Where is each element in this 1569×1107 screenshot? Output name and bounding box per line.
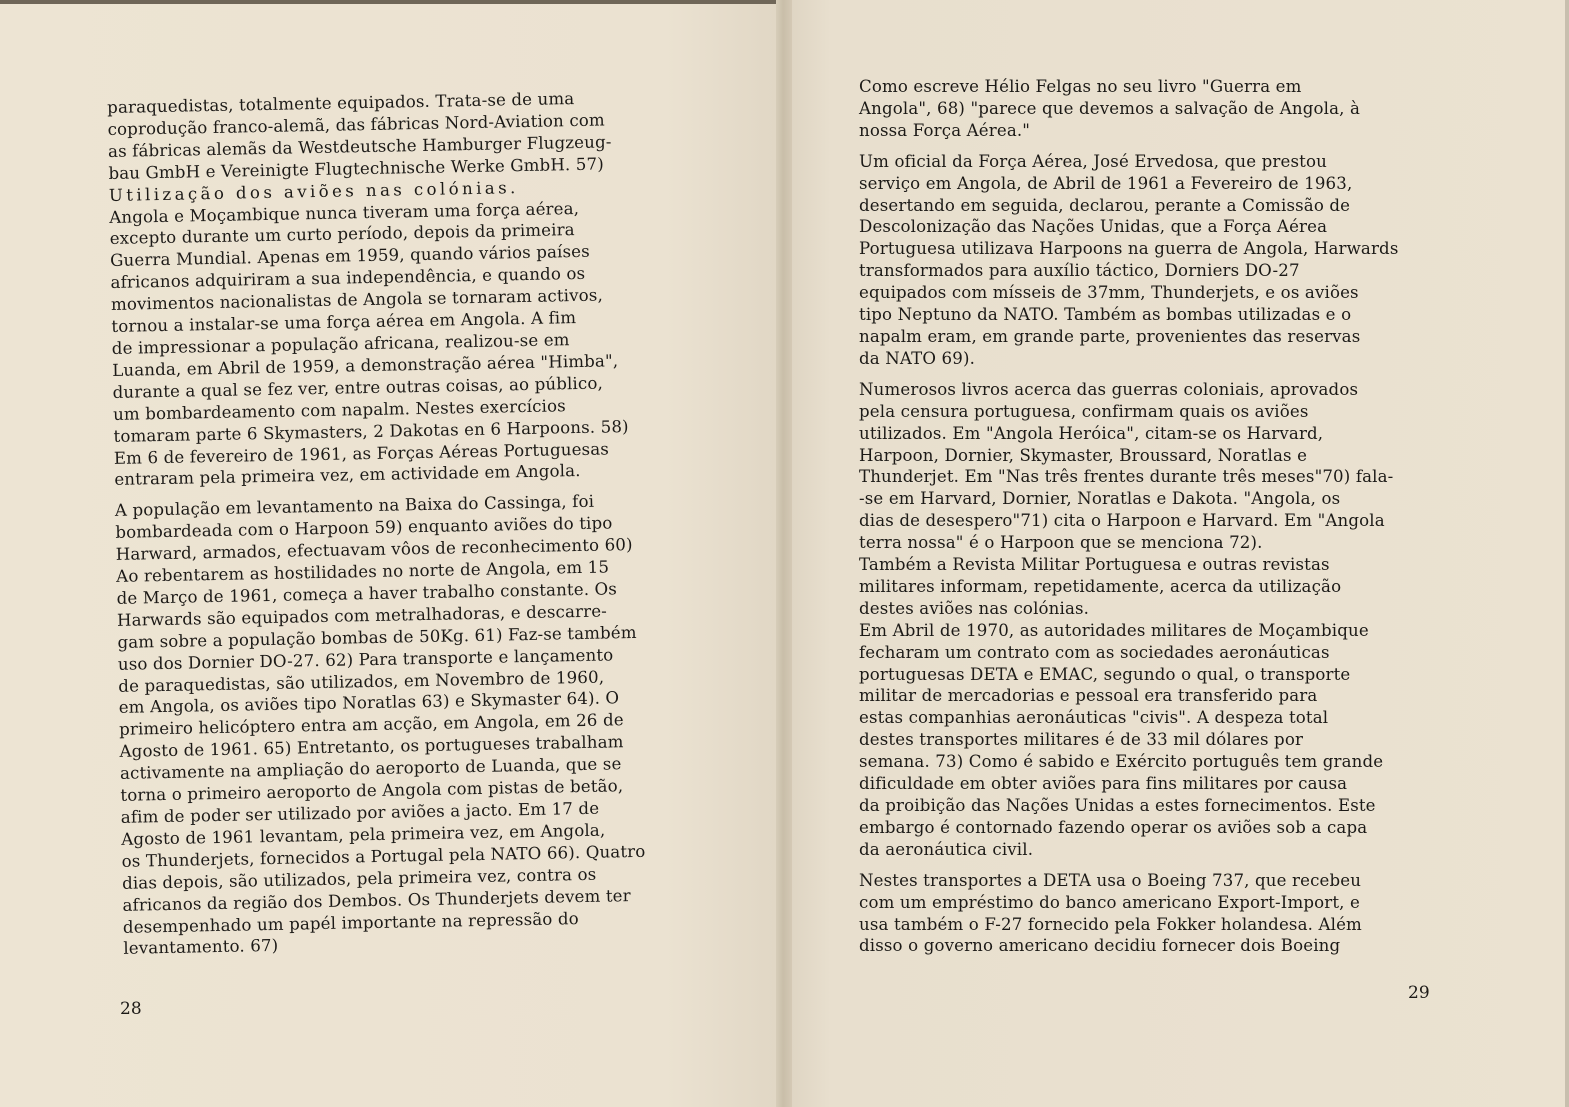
page-top-rule xyxy=(0,0,776,4)
text-line: dificuldade em obter aviões para fins militares por causa xyxy=(859,774,1348,794)
text-line: serviço em Angola, de Abril de 1961 a Fevereiro de 1963, xyxy=(859,173,1353,193)
text-line: Em 6 de fevereiro de 1961, as Forças Aéreas Portuguesas xyxy=(113,438,610,468)
text-line: activamente na ampliação do aeroporto de Luanda, que se xyxy=(119,754,622,784)
text-line: Harpoon, Dornier, Skymaster, Broussard, Noratlas e xyxy=(859,445,1308,465)
text-line: com um empréstimo do banco americano Export-Import, e xyxy=(859,892,1360,912)
text-line: as fábricas alemãs da Westdeutsche Hamburger Flugzeug- xyxy=(107,132,612,161)
text-line: dias depois, são utilizados, pela primeira vez, contra os xyxy=(121,864,597,893)
right-page xyxy=(784,0,1569,1107)
text-line: Angola e Moçambique nunca tiveram uma força aérea, xyxy=(109,198,580,227)
text-line: bombardeada com o Harpoon 59) enquanto aviões do tipo xyxy=(115,513,613,543)
text-line: Luanda, em Abril de 1959, a demonstração aérea "Himba", xyxy=(112,351,619,380)
text-line: torna o primeiro aeroporto de Angola com pistas de betão, xyxy=(120,776,624,805)
paragraph-gap xyxy=(859,142,1494,151)
text-line: Harwards são equipados com metralhadoras, e descarre- xyxy=(116,601,608,630)
text-line: Numerosos livros acerca das guerras coloniais, aprovados xyxy=(859,379,1359,399)
text-line: Como escreve Hélio Felgas no seu livro "Guerra em xyxy=(859,77,1302,96)
text-line: tornou a instalar-se uma força aérea em Angola. A fim xyxy=(111,308,577,337)
text-line: excepto durante um curto período, depois da primeira xyxy=(109,220,575,249)
text-line: Um oficial da Força Aérea, José Ervedosa, que prestou xyxy=(859,151,1327,171)
text-line: gam sobre a população bombas de 50Kg. 61) Faz-se também xyxy=(117,622,637,652)
text-line: embargo é contornado fazendo operar os aviões sob a capa xyxy=(859,817,1368,837)
text-line: desempenhado um papél importante na repressão do xyxy=(122,908,579,937)
text-line: Thunderjet. Em "Nas três frentes durante três meses"70) fala- xyxy=(859,467,1394,487)
text-line: -se em Harvard, Dornier, Noratlas e Dakota. "Angola, os xyxy=(859,489,1341,509)
text-line: entraram pela primeira vez, em actividade em Angola. xyxy=(114,461,581,490)
text-line: de impressionar a população africana, realizou-se em xyxy=(111,330,570,358)
text-line: usa também o F-27 fornecido pela Fokker holandesa. Além xyxy=(859,914,1362,934)
text-line: nossa Força Aérea." xyxy=(859,120,1031,140)
right-page-text xyxy=(859,76,1494,957)
text-line: paraquedistas, totalmente equipados. Trata-se de uma xyxy=(107,89,575,117)
page-edge xyxy=(1565,0,1569,1107)
text-line: dias de desespero"71) cita o Harpoon e Harvard. Em "Angola xyxy=(859,511,1385,531)
left-page-text xyxy=(107,85,748,960)
text-line: militares informam, repetidamente, acerca da utilização xyxy=(859,576,1342,596)
left-page xyxy=(0,0,784,1107)
text-line: disso o governo americano decidiu fornecer dois Boeing xyxy=(859,936,1341,956)
text-line: tomaram parte 6 Skymasters, 2 Dakotas en 6 Harpoons. 58) xyxy=(113,416,629,446)
text-line: primeiro helicóptero entra am acção, em Angola, em 26 de xyxy=(118,710,624,740)
text-line: Harward, armados, efectuavam vôos de reconhecimento 60) xyxy=(115,535,633,565)
text-line: movimentos nacionalistas de Angola se tornaram activos, xyxy=(110,285,604,315)
text-line: Descolonização das Nações Unidas, que a Força Aérea xyxy=(859,217,1328,237)
text-line: equipados com mísseis de 37mm, Thunderjets, e os aviões xyxy=(859,283,1359,303)
text-line: A população em levantamento na Baixa do Cassinga, foi xyxy=(114,492,595,521)
text-line: Ao rebentarem as hostilidades no norte de Angola, em 15 xyxy=(116,557,610,586)
page-number-left: 28 xyxy=(120,999,142,1019)
text-line: uso dos Dornier DO-27. 62) Para transporte e lançamento xyxy=(117,645,614,674)
text-line: da aeronáutica civil. xyxy=(859,839,1034,859)
text-line: da proibição das Nações Unidas a estes fornecimentos. Este xyxy=(859,796,1376,815)
text-line: Nestes transportes a DETA usa o Boeing 737, que recebeu xyxy=(859,870,1362,890)
text-line: de paraquedistas, são utilizados, em Novembro de 1960, xyxy=(118,667,605,696)
text-line: Angola", 68) "parece que devemos a salvação de Angola, à xyxy=(859,98,1361,118)
text-line: Portuguesa utilizava Harpoons na guerra de Angola, Harwards xyxy=(859,239,1399,259)
text-line: tipo Neptuno da NATO. Também as bombas utilizadas e o xyxy=(859,305,1352,325)
text-line: portuguesas DETA e EMAC, segundo o qual, o transporte xyxy=(859,664,1351,684)
text-line: os Thunderjets, fornecidos a Portugal pela NATO 66). Quatro xyxy=(121,841,646,871)
text-line: Agosto de 1961 levantam, pela primeira vez, em Angola, xyxy=(121,820,606,849)
text-line: terra nossa" é o Harpoon que se menciona 72). xyxy=(859,533,1263,553)
text-line: Agosto de 1961. 65) Entretanto, os portugueses trabalham xyxy=(119,732,624,762)
book-gutter xyxy=(776,0,792,1107)
text-line: durante a qual se fez ver, entre outras coisas, ao público, xyxy=(112,373,604,402)
text-line: da NATO 69). xyxy=(859,348,975,368)
text-line: utilizados. Em "Angola Heróica", citam-se os Harvard, xyxy=(859,423,1324,443)
text-line: destes aviões nas colónias. xyxy=(859,598,1090,618)
paragraph-gap xyxy=(859,861,1494,870)
text-line: napalm eram, em grande parte, provenientes das reservas xyxy=(859,326,1361,346)
text-line: transformados para auxílio táctico, Dorniers DO-27 xyxy=(859,261,1300,281)
text-line: levantamento. 67) xyxy=(123,936,279,959)
text-line: Guerra Mundial. Apenas em 1959, quando vários países xyxy=(109,242,591,271)
text-line: destes transportes militares é de 33 mil dólares por xyxy=(859,730,1304,750)
page-number-right: 29 xyxy=(1408,983,1430,1003)
text-line: desertando em seguida, declarou, perante a Comissão de xyxy=(859,195,1351,215)
text-line: Também a Revista Militar Portuguesa e outras revistas xyxy=(859,555,1330,575)
text-line: em Angola, os aviões tipo Noratlas 63) e Skymaster 64). O xyxy=(118,688,620,718)
text-line: um bombardeamento com napalm. Nestes exercícios xyxy=(112,395,567,424)
text-line: afim de poder ser utilizado por aviões a jacto. Em 17 de xyxy=(120,798,600,827)
text-line: pela censura portuguesa, confirmam quais os aviões xyxy=(859,401,1309,421)
text-line: africanos adquiriram a sua independência, e quando os xyxy=(110,264,586,293)
text-line: de Março de 1961, começa a haver trabalho constante. Os xyxy=(116,579,618,608)
text-line: semana. 73) Como é sabido e Exército português tem grande xyxy=(859,752,1384,772)
text-line: militar de mercadorias e pessoal era transferido para xyxy=(859,686,1318,706)
text-line: estas companhias aeronáuticas "civis". A despeza total xyxy=(859,708,1329,728)
paragraph-gap xyxy=(859,370,1494,379)
text-line: coprodução franco-alemã, das fábricas Nord-Aviation com xyxy=(107,110,605,139)
text-line: fecharam um contrato com as sociedades aeronáuticas xyxy=(859,642,1330,662)
section-heading: Utilização dos aviões nas colónias. xyxy=(108,177,519,205)
text-line: Em Abril de 1970, as autoridades militares de Moçambique xyxy=(859,620,1369,640)
text-line: bau GmbH e Vereinigte Flugtechnische Werke GmbH. 57) xyxy=(108,154,605,183)
text-line: africanos da região dos Dembos. Os Thunderjets devem ter xyxy=(122,885,631,915)
